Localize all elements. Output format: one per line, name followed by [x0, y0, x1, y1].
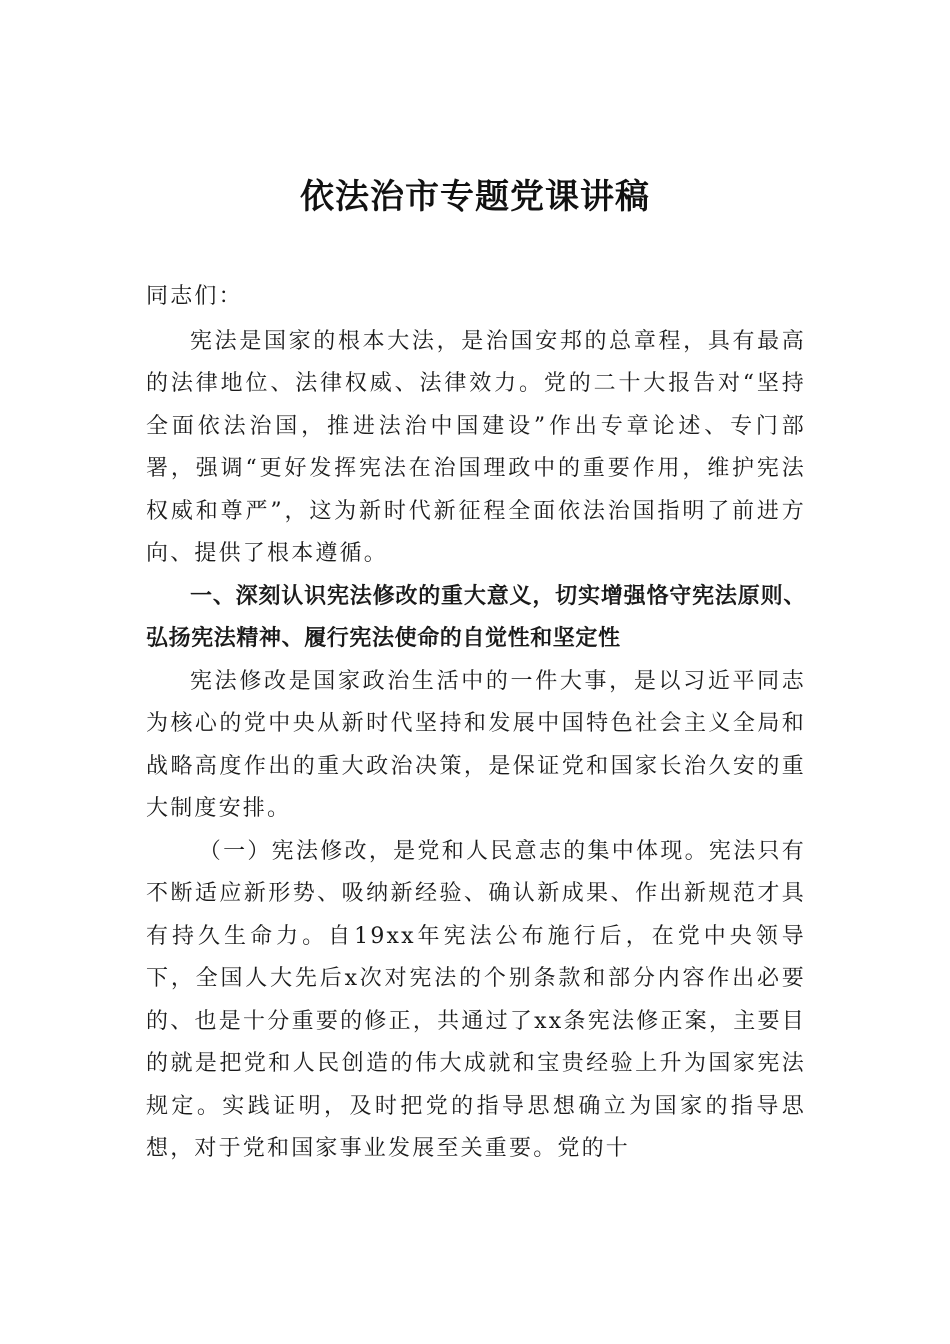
section-heading-1: 一、深刻认识宪法修改的重大意义，切实增强恪守宪法原则、弘扬宪法精神、履行宪法使命的自觉性和坚定性	[146, 583, 806, 651]
salutation: 同志们：	[146, 284, 243, 309]
subsection-1-paragraph: （一）宪法修改，是党和人民意志的集中体现。宪法只有不断适应新形势、吸纳新经验、确认新成果、作出新规范才具有持久生命力。自19xx年宪法公布施行后，在党中央领导下，全国人大先后x次对宪法的个别条款和部分内容作出必要的、也是十分重要的修正，共通过了xx条宪法修正案，主要目的就是把党和人民创造的伟大成就和宝贵经验上升为国家宪法规定。实践证明，及时把党的指导思想确立为国家的指导思想，对于党和国家事业发展至关重要。党的十	[146, 838, 806, 1161]
intro-paragraph: 宪法是国家的根本大法，是治国安邦的总章程，具有最高的法律地位、法律权威、法律效力。党的二十大报告对“坚持全面依法治国，推进法治中国建设”作出专章论述、专门部署，强调“更好发挥宪法在治国理政中的重要作用，维护宪法权威和尊严”，这为新时代新征程全面依法治国指明了前进方向、提供了根本遵循。	[146, 328, 806, 566]
document-title: 依法治市专题党课讲稿	[300, 177, 650, 217]
section-1-paragraph: 宪法修改是国家政治生活中的一件大事，是以习近平同志为核心的党中央从新时代坚持和发展中国特色社会主义全局和战略高度作出的重大政治决策，是保证党和国家长治久安的重大制度安排。	[146, 668, 806, 821]
document-body	[146, 276, 806, 1171]
